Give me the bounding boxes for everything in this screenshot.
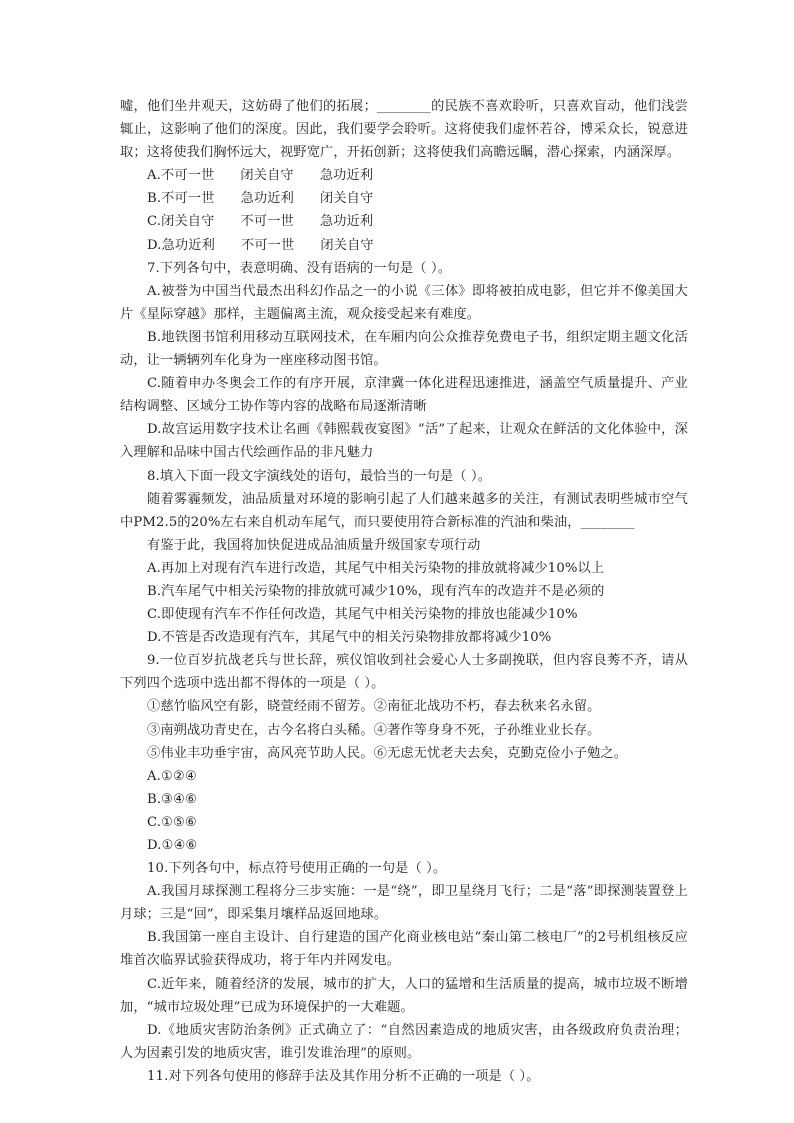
q8-option-a: A.再加上对现有汽车进行改造，其尾气中相关污染物的排放就将减少10%以上 [147,560,605,576]
q6-passage-continuation: 嘘，他们坐井观天，这妨碍了他们的拓展；________的民族不喜欢聆听，只喜欢盲动，他们浅尝辄止，这影响了他们的深度。因此，我们要学会聆听。这将使我们虚怀若谷，博采众长，锐意进取；这将使我们胸怀远大，视野宽广，开拓创新；这将使我们高瞻远瞩，潜心探索，内涵深厚。 [120,99,688,161]
q7-option-c: C.随着申办冬奥会工作的有序开展，京津冀一体化进程迅速推进，涵盖空气质量提升、产业结构调整、区域分工协作等内容的战略布局逐渐清晰 [120,376,688,415]
q10-option-d: D.《地质灾害防治条例》正式确立了：“自然因素造成的地质灾害，由各级政府负责治理；人为因素引发的地质灾害，谁引发谁治理”的原则。 [120,1022,688,1061]
q9-option-a: A.①②④ [147,768,197,784]
q9-couplet-line-3: ⑤伟业丰功垂宇宙，高风亮节助人民。⑥无虑无忧老夫去矣，克勤克俭小子勉之。 [147,745,628,761]
q8-passage-end: 有鉴于此，我国将加快促进成品油质量升级国家专项行动 [147,537,481,553]
q6-option-d: D.急功近利 不可一世 闭关自守 [147,237,374,253]
q8-option-c: C.即使现有汽车不作任何改造，其尾气中相关污染物的排放也能减少10% [147,607,578,623]
q6-option-a: A.不可一世 闭关自守 急功近利 [147,168,374,184]
q7-option-a: A.被誉为中国当代最杰出科幻作品之一的小说《三体》即将被拍成电影，但它并不像美国大片《星际穿越》那样，主题偏离主流，观众接受起来有难度。 [120,283,688,322]
q7-stem: 7.下列各句中，表意明确、没有语病的一句是（ ）。 [147,260,452,276]
q8-stem: 8.填入下面一段文字演线处的语句，最恰当的一句是（ ）。 [147,468,492,484]
q10-option-c: C.近年来，随着经济的发展，城市的扩大，人口的猛增和生活质量的提高，城市垃圾不断增加，“城市垃圾处理”已成为环境保护的一大难题。 [120,976,688,1015]
q10-option-a: A.我国月球探测工程将分三步实施：一是“绕”，即卫星绕月飞行；二是“落”即探测装置登上月球；三是“回”，即采集月壤样品返回地球。 [120,884,688,923]
q9-couplet-line-1: ①慈竹临风空有影，晓萱经雨不留芳。②南征北战功不朽，春去秋来名永留。 [147,699,601,715]
q8-passage: 随着雾霾频发，油品质量对环境的影响引起了人们越来越多的关注，有测试表明些城市空气中PM2.5的20%左右来自机动车尾气，而只要使用符合新标准的汽油和柴油，________ [120,491,688,530]
q6-option-c: C.闭关自守 不可一世 急功近利 [147,214,374,230]
q9-option-d: D.①④⑥ [147,838,198,853]
q9-stem: 9.一位百岁抗战老兵与世长辞，殡仪馆收到社会爱心人士多副挽联，但内容良莠不齐，请从下列四个选项中选出都不得体的一项是（ ）。 [120,653,688,692]
q10-stem: 10.下列各句中，标点符号使用正确的一句是（ ）。 [147,861,447,877]
q10-option-b: B.我国第一座自主设计、自行建造的国产化商业核电站“秦山第二核电厂”的2号机组核反应堆首次临界试验获得成功，将于年内并网发电。 [120,930,688,969]
q9-option-b: B.③④⑥ [147,791,198,807]
q6-option-b: B.不可一世 急功近利 闭关自守 [147,191,374,207]
q9-option-c: C.①⑤⑥ [147,814,198,830]
q7-option-b: B.地铁图书馆利用移动互联网技术，在车厢内向公众推荐免费电子书，组织定期主题文化活动，让一辆辆列车化身为一座座移动图书馆。 [120,329,688,369]
q8-option-b: B.汽车尾气中相关污染物的排放就可减少10%，现有汽车的改造并不是必须的 [147,583,605,599]
q9-couplet-line-2: ③南朔战功青史在，古今名将白头稀。④著作等身身不死，子孙维业业长存。 [147,722,601,738]
exam-text [120,95,688,1088]
q11-stem: 11.对下列各句使用的修辞手法及其作用分析不正确的一项是（ ）。 [147,1068,540,1084]
q7-option-d: D.故宫运用数字技术让名画《韩熙载夜宴图》“活”了起来，让观众在鲜活的文化体验中，深入理解和品味中国古代绘画作品的非凡魅力 [120,422,688,461]
q8-option-d: D.不管是否改造现有汽车，其尾气中的相关污染物排放都将减少10% [147,630,552,646]
